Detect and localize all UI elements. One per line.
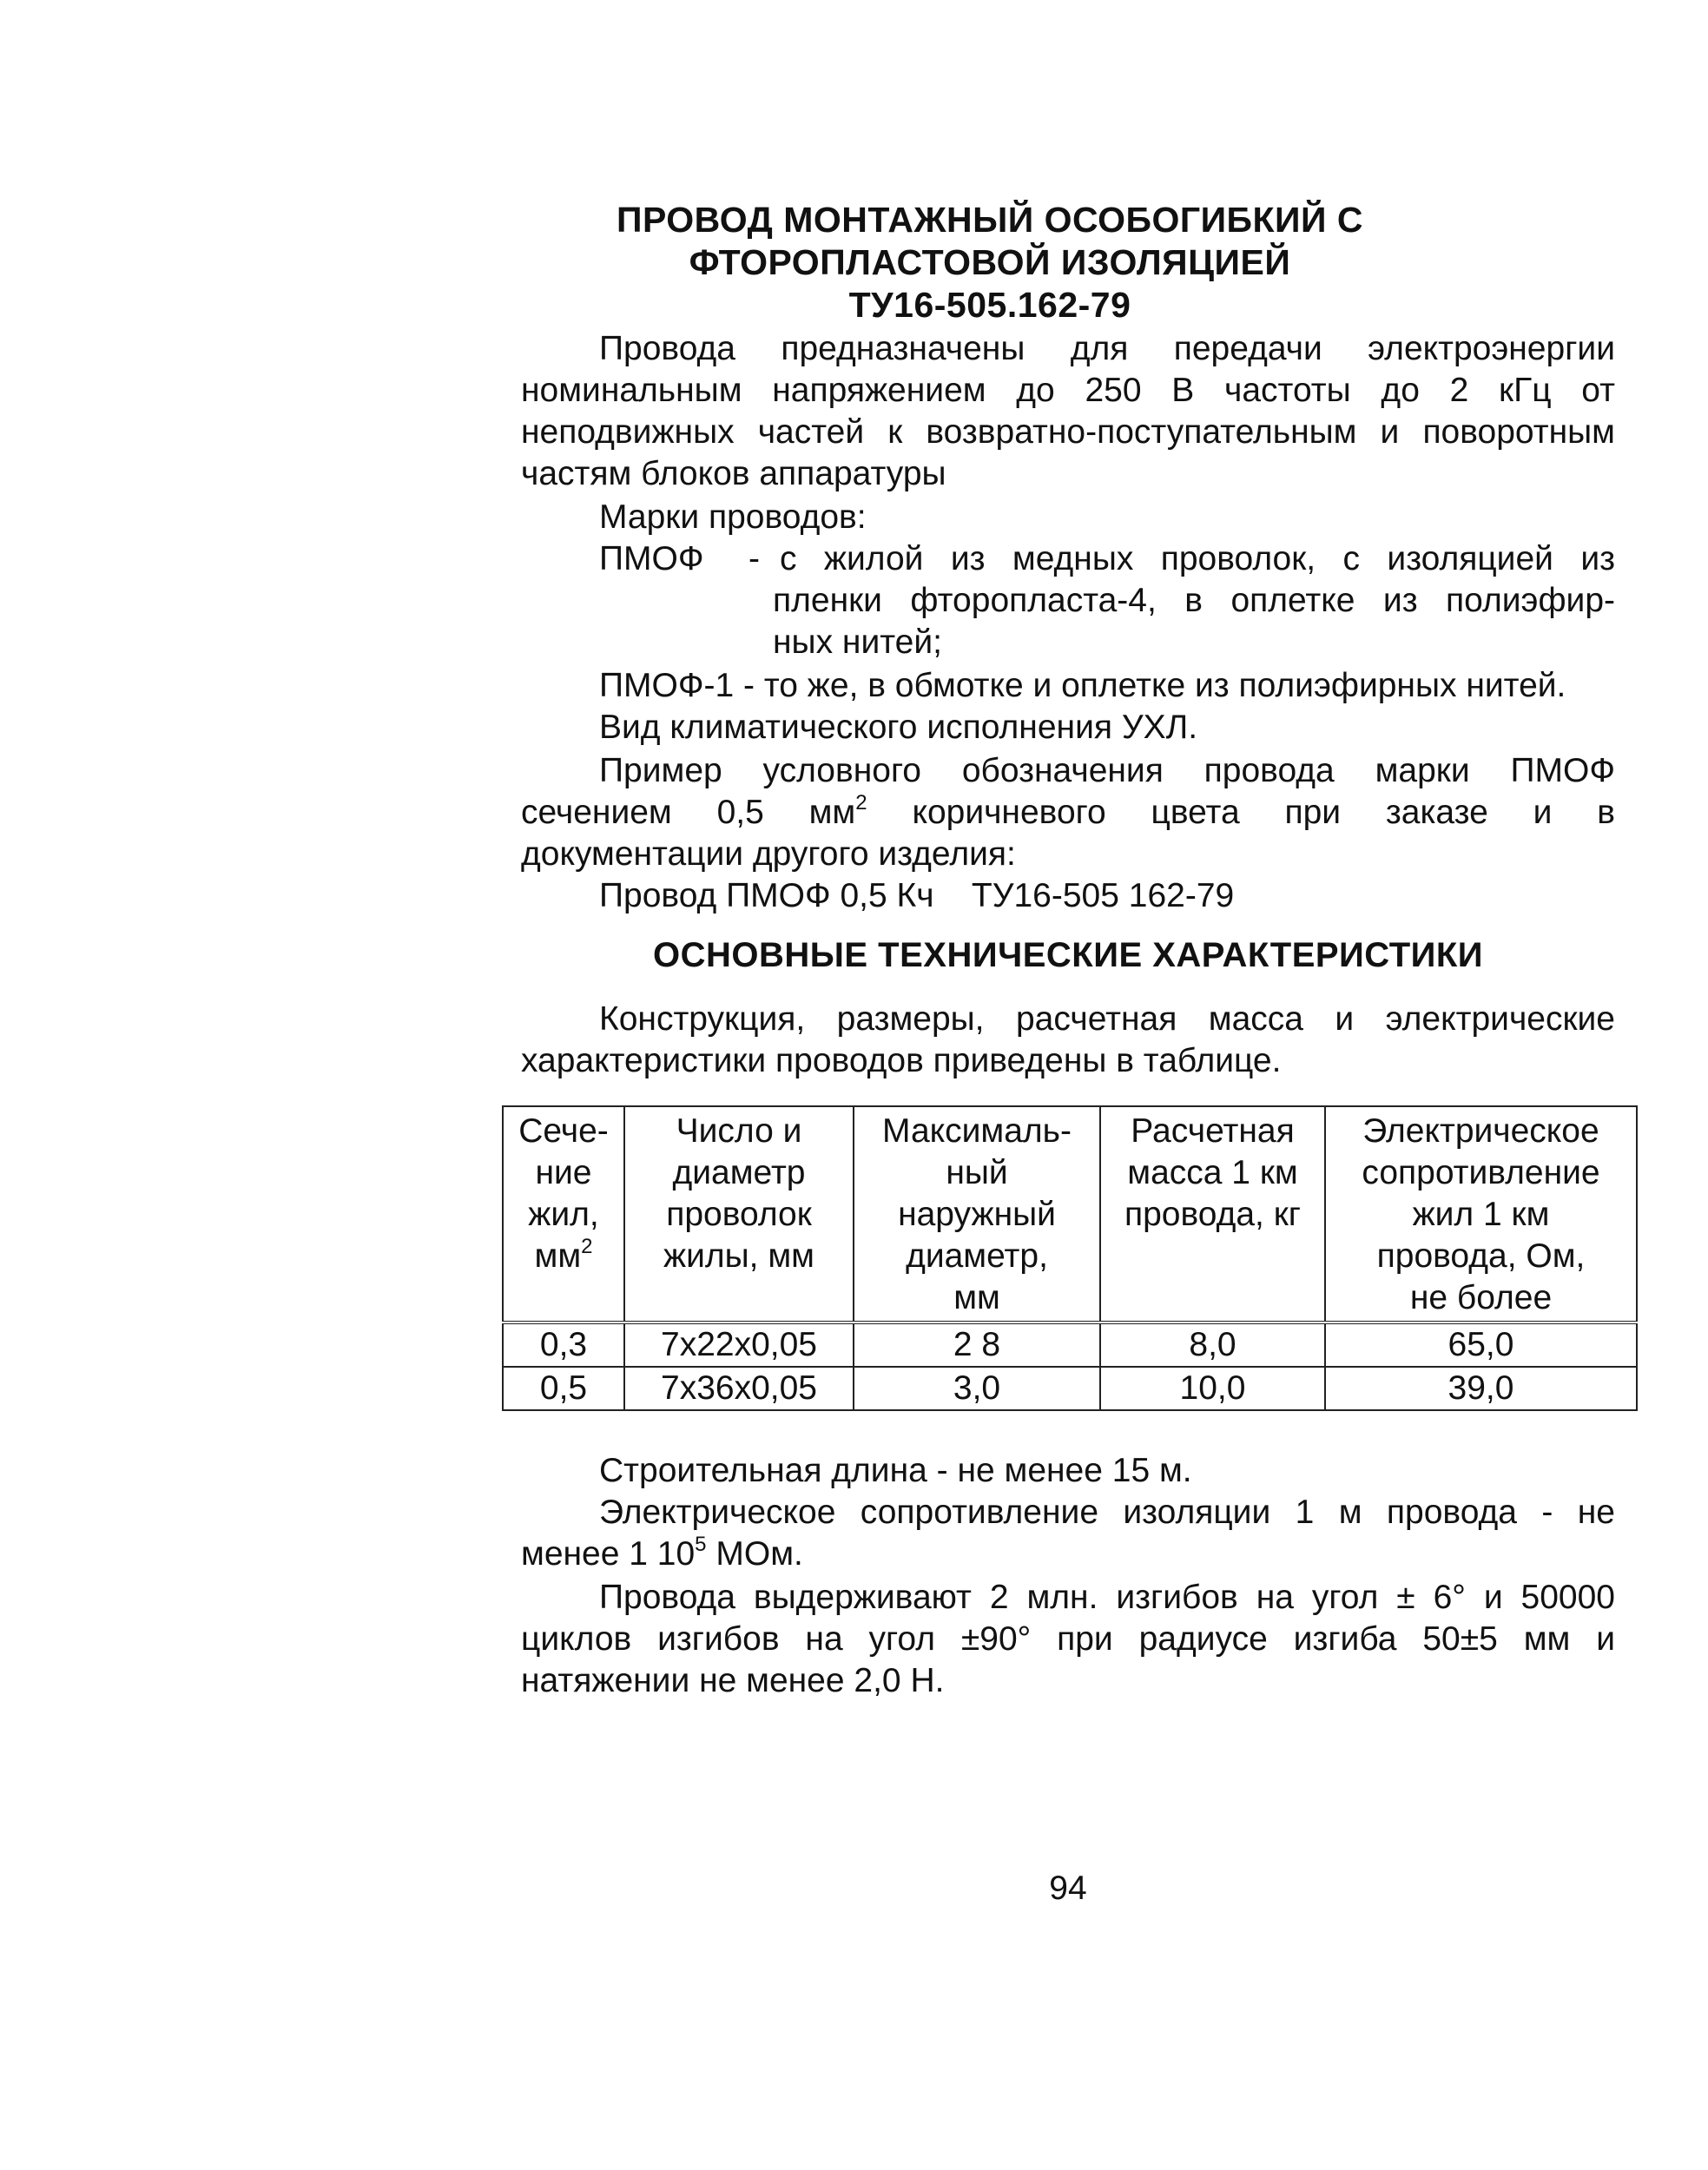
table-cell: 0,5 — [503, 1367, 624, 1410]
header-cross-section — [503, 1106, 624, 1322]
pmof-desc-line-2: пленки фторопласта-4, в оплетке из полиэфир- — [773, 582, 1615, 619]
header-cell-line: Максималь- — [882, 1112, 1072, 1150]
table-cell: 2 8 — [854, 1322, 1100, 1367]
header-cell-line: сопротивление — [1362, 1154, 1600, 1191]
pmof1-line: ПМОФ-1 - то же, в обмотке и оплетке из полиэфирных нитей. — [599, 667, 1566, 704]
characteristics-heading: ОСНОВНЫЕ ТЕХНИЧЕСКИЕ ХАРАКТЕРИСТИКИ — [652, 936, 1484, 974]
pmof-code: ПМОФ — [599, 540, 704, 577]
table-cell: 10,0 — [1100, 1367, 1325, 1410]
header-cell-line: диаметр, — [906, 1237, 1048, 1275]
bend-line-1: Провода выдерживают 2 млн. изгибов на угол ± 6° и 50000 — [599, 1579, 1615, 1616]
header-cell-line: Электрическое — [1362, 1112, 1599, 1150]
insulation-line-1: Электрическое сопротивление изоляции 1 м провода - не — [599, 1494, 1615, 1531]
marks-label: Марки проводов: — [599, 498, 867, 536]
header-cell-line: мм — [953, 1279, 1000, 1316]
length-line: Строительная длина - не менее 15 м. — [599, 1452, 1192, 1489]
intro-line-3: неподвижных частей к возвратно-поступательным и поворотным — [521, 413, 1615, 451]
intro-line-2: номинальным напряжением до 250 В частоты до 2 кГц от — [521, 372, 1615, 409]
header-mass — [1100, 1106, 1325, 1322]
insulation-part-b: МОм. — [706, 1535, 803, 1573]
insulation-part-a: менее 1 10 — [521, 1535, 696, 1573]
bend-line-3: натяжении не менее 2,0 Н. — [521, 1662, 945, 1699]
table-cell: 3,0 — [854, 1367, 1100, 1410]
header-cell-line: не более — [1409, 1279, 1553, 1316]
title-line-1: ПРОВОД МОНТАЖНЫЙ ОСОБОГИБКИЙ С — [617, 200, 1363, 240]
example-line-2 — [521, 792, 1615, 834]
header-cell-line: провода, Ом, — [1376, 1237, 1586, 1275]
header-cell-line: Расчетная — [1131, 1112, 1295, 1150]
header-cell-line: жилы, мм — [663, 1237, 814, 1275]
table-cell: 8,0 — [1100, 1322, 1325, 1367]
table-cell: 7х22х0,05 — [624, 1322, 854, 1367]
header-cell-line: наружный — [898, 1196, 1056, 1233]
table-row — [503, 1367, 1637, 1410]
example-unit-sup: 2 — [855, 791, 867, 815]
title-line-2: ФТОРОПЛАСТОВОЙ ИЗОЛЯЦИЕЙ — [689, 242, 1291, 282]
table-header-row — [503, 1106, 1637, 1322]
header-cell-line: ный — [946, 1154, 1008, 1191]
header-cell-line: Сече- — [518, 1112, 609, 1150]
header-cell-line: масса 1 км — [1127, 1154, 1298, 1191]
header-cell-line: ние — [535, 1154, 592, 1191]
characteristics-intro-line-2: характеристики проводов приведены в таблице. — [521, 1042, 1282, 1079]
header-cell-line: диаметр — [672, 1154, 806, 1191]
header-resistance — [1325, 1106, 1637, 1322]
spec-table — [502, 1105, 1638, 1411]
example-line-2-part-b: коричневого цвета при заказе и в — [867, 794, 1615, 831]
bend-line-2: циклов изгибов на угол ±90° при радиусе изгиба 50±5 мм и — [521, 1620, 1615, 1658]
header-wire-count — [624, 1106, 854, 1322]
intro-line-4: частям блоков аппаратуры — [521, 455, 946, 492]
header-cell-line: Число и — [676, 1112, 802, 1150]
header-unit-sup: 2 — [581, 1235, 593, 1258]
header-cell-unit — [509, 1236, 618, 1277]
example-line-3: документации другого изделия: — [521, 835, 1016, 873]
header-max-diameter — [854, 1106, 1100, 1322]
table-cell: 0,3 — [503, 1322, 624, 1367]
header-cell-line: провода, кг — [1124, 1196, 1302, 1233]
table-cell: 7х36х0,05 — [624, 1367, 854, 1410]
table-row — [503, 1322, 1637, 1367]
characteristics-intro-line-1: Конструкция, размеры, расчетная масса и электрические — [599, 1000, 1615, 1038]
table-cell: 39,0 — [1325, 1367, 1637, 1410]
page-number: 94 — [1049, 1870, 1087, 1907]
table-cell: 65,0 — [1325, 1322, 1637, 1367]
example-designation: Провод ПМОФ 0,5 Кч ТУ16-505 162-79 — [599, 877, 1235, 914]
insulation-line-2 — [521, 1534, 803, 1575]
pmof-dash: - — [748, 540, 760, 577]
intro-line-1: Провода предназначены для передачи электроэнергии — [599, 330, 1615, 367]
spec-code: ТУ16-505.162-79 — [848, 285, 1131, 325]
example-line-2-part-a: сечением 0,5 мм — [521, 794, 856, 831]
insulation-exponent: 5 — [695, 1533, 707, 1556]
header-unit-text: мм — [534, 1237, 582, 1275]
header-cell-line: жил, — [528, 1196, 599, 1233]
climate-line: Вид климатического исполнения УХЛ. — [599, 709, 1198, 746]
header-cell-line: проволок — [666, 1196, 812, 1233]
pmof-desc-line-1: с жилой из медных проволок, с изоляцией из — [780, 540, 1615, 577]
example-line-1: Пример условного обозначения провода марки ПМОФ — [599, 752, 1615, 789]
header-cell-line: жил 1 км — [1412, 1196, 1550, 1233]
pmof-desc-line-3: ных нитей; — [773, 623, 942, 661]
